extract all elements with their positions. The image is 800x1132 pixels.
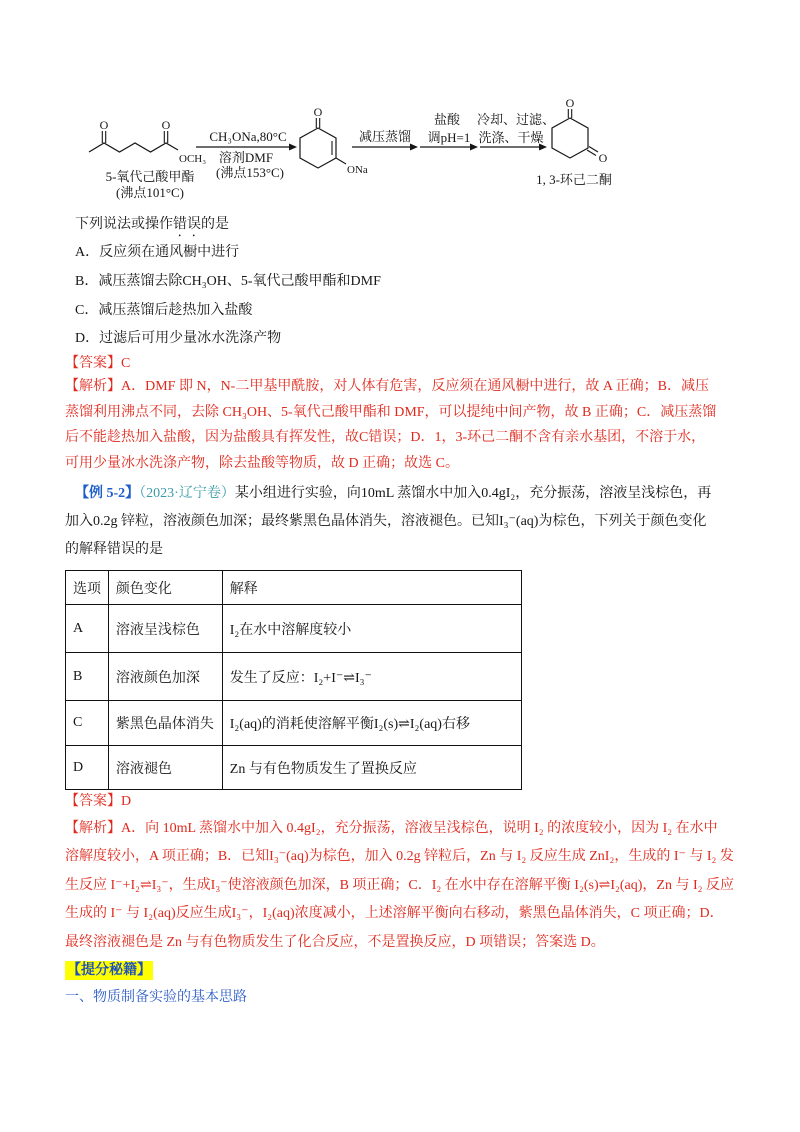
step2-label: 减压蒸馏 [358, 129, 412, 144]
q1-stem-post: 的是 [201, 217, 229, 232]
table-cell-color-change: 溶液颜色加深 [108, 653, 222, 701]
table-header-option: 选项 [66, 571, 109, 605]
table-cell-explanation: I₂(aq)的消耗使溶解平衡I₂(s)⇌I₂(aq)右移 [222, 701, 521, 746]
q1-stem-emphasis: 错误 [173, 217, 201, 232]
table-row [66, 746, 522, 790]
step1-reagent: CH₃ONa,80°C [209, 129, 287, 144]
example-analysis-tag: 【解析】 [65, 821, 121, 836]
example-line-2: 加入0.2g 锌粒，溶液颜色加深；最终紫黑色晶体消失，溶液褪色。已知I₃⁻(aq)为棕色，下列关于颜色变化 [65, 514, 707, 529]
example-line-1 [75, 485, 711, 503]
example-answer-tag: 【答案】 [65, 794, 121, 809]
reactant-methoxy-group: OCH₃ [179, 153, 207, 165]
example-answer-value: D [121, 794, 132, 809]
table-header-color-change: 颜色变化 [108, 571, 222, 605]
step1-solvent: 溶剂DMF [218, 150, 274, 165]
example-answer [65, 793, 131, 811]
product-oxygen-1: O [565, 96, 575, 110]
table-cell-explanation: I₂在水中溶解度较小 [222, 605, 521, 653]
q1-answer-tag: 【答案】 [65, 356, 121, 371]
table-cell-explanation: 发生了反应：I₂+I⁻⇌I₃⁻ [222, 653, 521, 701]
example-source: （2023·辽宁卷） [139, 486, 235, 501]
q1-stem [75, 216, 229, 234]
intermediate-enolate-group: ONa [347, 164, 368, 176]
product-ring [552, 118, 588, 158]
example-text-1: 某小组进行实验，向10mL 蒸馏水中加入0.4gI₂，充分振荡，溶液呈浅棕色，再 [234, 486, 712, 501]
reaction-arrow-1-head [289, 144, 297, 151]
reaction-scheme [0, 0, 800, 210]
example-analysis-line-2: 溶解度较小，A 项正确；B．已知I₃⁻(aq)为棕色，加入 0.2g 锌粒后，Zn 与 I₂ 反应生成 ZnI₂，生成的 I⁻ 与 I₂ 发 [65, 849, 734, 864]
q1-option-a: A．反应须在通风橱中进行 [75, 245, 240, 260]
example-analysis-line-1 [65, 820, 718, 838]
reactant-ester-oxygen: O [161, 118, 171, 132]
q1-analysis-line-2: 蒸馏利用沸点不同，去除 CH₃OH、5-氧代己酸甲酯和 DMF，可以提纯中间产物，故 B 正确；C．减压蒸馏 [65, 405, 717, 420]
example-analysis-text-1: A．向 10mL 蒸馏水中加入 0.4gI₂，充分振荡，溶液呈浅棕色，说明 I₂ 的浓度较小，因为 I₂ 在水中 [121, 821, 718, 836]
step3-line2: 调pH=1 [427, 130, 471, 145]
table-cell-color-change: 溶液褪色 [108, 746, 222, 790]
step4-line2: 洗涤、干燥 [478, 130, 544, 145]
q1-answer-value: C [121, 356, 131, 371]
q1-analysis-line-3: 后不能趁热加入盐酸，因为盐酸具有挥发性，故C错误；D．1，3-环己二酮不含有亲水基团，不溶于水， [65, 430, 706, 445]
reaction-arrow-3-head [470, 144, 478, 151]
product-carbonyl-3-bond-a [587, 150, 596, 156]
step4-line1: 冷却、过滤、 [476, 112, 556, 127]
table-cell-option: A [66, 605, 109, 653]
q1-option-d: D．过滤后可用少量冰水洗涤产物 [75, 331, 282, 346]
table-cell-color-change: 紫黑色晶体消失 [108, 701, 222, 746]
example-line-3: 的解释错误的是 [65, 542, 163, 557]
reactant-name: 5-氧代己酸甲酯 [105, 169, 195, 184]
intermediate-enolate-bond [336, 158, 346, 164]
step1-solvent-boiling-point: (沸点153°C) [215, 165, 285, 180]
example-choice-table [65, 570, 522, 790]
q1-analysis-line-1 [65, 378, 709, 396]
example-tag: 【例 5-2】 [75, 486, 140, 501]
q1-analysis-line-4: 可用少量冰水洗涤产物，除去盐酸等物质，故 D 正确；故选 C。 [65, 456, 459, 471]
q1-option-b: B．减压蒸馏去除CH₃OH、5-氧代己酸甲酯和DMF [75, 274, 381, 289]
q1-analysis-tag: 【解析】 [65, 379, 121, 394]
tips-title: 【提分秘籍】 [67, 963, 151, 978]
table-cell-color-change: 溶液呈浅棕色 [108, 605, 222, 653]
reactant-boiling-point: (沸点101°C) [115, 185, 185, 200]
table-header-explanation: 解释 [222, 571, 521, 605]
table-row [66, 605, 522, 653]
table-row [66, 701, 522, 746]
product-oxygen-3: O [598, 151, 608, 165]
q1-option-c: C．减压蒸馏后趁热加入盐酸 [75, 303, 253, 318]
example-analysis-line-5: 最终溶液褪色是 Zn 与有色物质发生了化合反应，不是置换反应，D 项错误；答案选 D。 [65, 935, 605, 950]
reactant-ketone-oxygen: O [99, 118, 109, 132]
table-row [66, 653, 522, 701]
example-analysis-line-4: 生成的 I⁻ 与 I₂(aq)反应生成I₃⁻，I₂(aq)浓度减小，上述溶解平衡向右移动，紫黑色晶体消失，C 项正确；D． [65, 906, 724, 921]
intermediate-carbonyl-oxygen: O [313, 105, 323, 119]
q1-analysis-text-1: A．DMF 即 N，N-二甲基甲酰胺，对人体有危害，反应须在通风橱中进行，故 A 正确；B．减压 [121, 379, 710, 394]
product-name: 1, 3-环己二酮 [536, 172, 612, 187]
example-analysis-line-3: 生反应 I⁻+I₂⇌I₃⁻，生成I₃⁻使溶液颜色加深，B 项正确；C．I₂ 在水中存在溶解平衡 I₂(s)⇌I₂(aq)，Zn 与 I₂ 反应 [65, 878, 735, 893]
table-cell-explanation: Zn 与有色物质发生了置换反应 [222, 746, 521, 790]
q1-stem-pre: 下列说法或操作 [75, 217, 173, 232]
reactant-carbon-chain [89, 143, 178, 152]
tips-subtitle: 一、物质制备实验的基本思路 [65, 990, 247, 1005]
intermediate-ring [300, 128, 336, 168]
q1-answer [65, 355, 130, 373]
step3-line1: 盐酸 [433, 112, 461, 127]
table-cell-option: D [66, 746, 109, 790]
product-carbonyl-3-bond-b [589, 147, 598, 153]
table-header-row [66, 571, 522, 605]
table-cell-option: B [66, 653, 109, 701]
reaction-arrow-2-head [410, 144, 418, 151]
table-cell-option: C [66, 701, 109, 746]
